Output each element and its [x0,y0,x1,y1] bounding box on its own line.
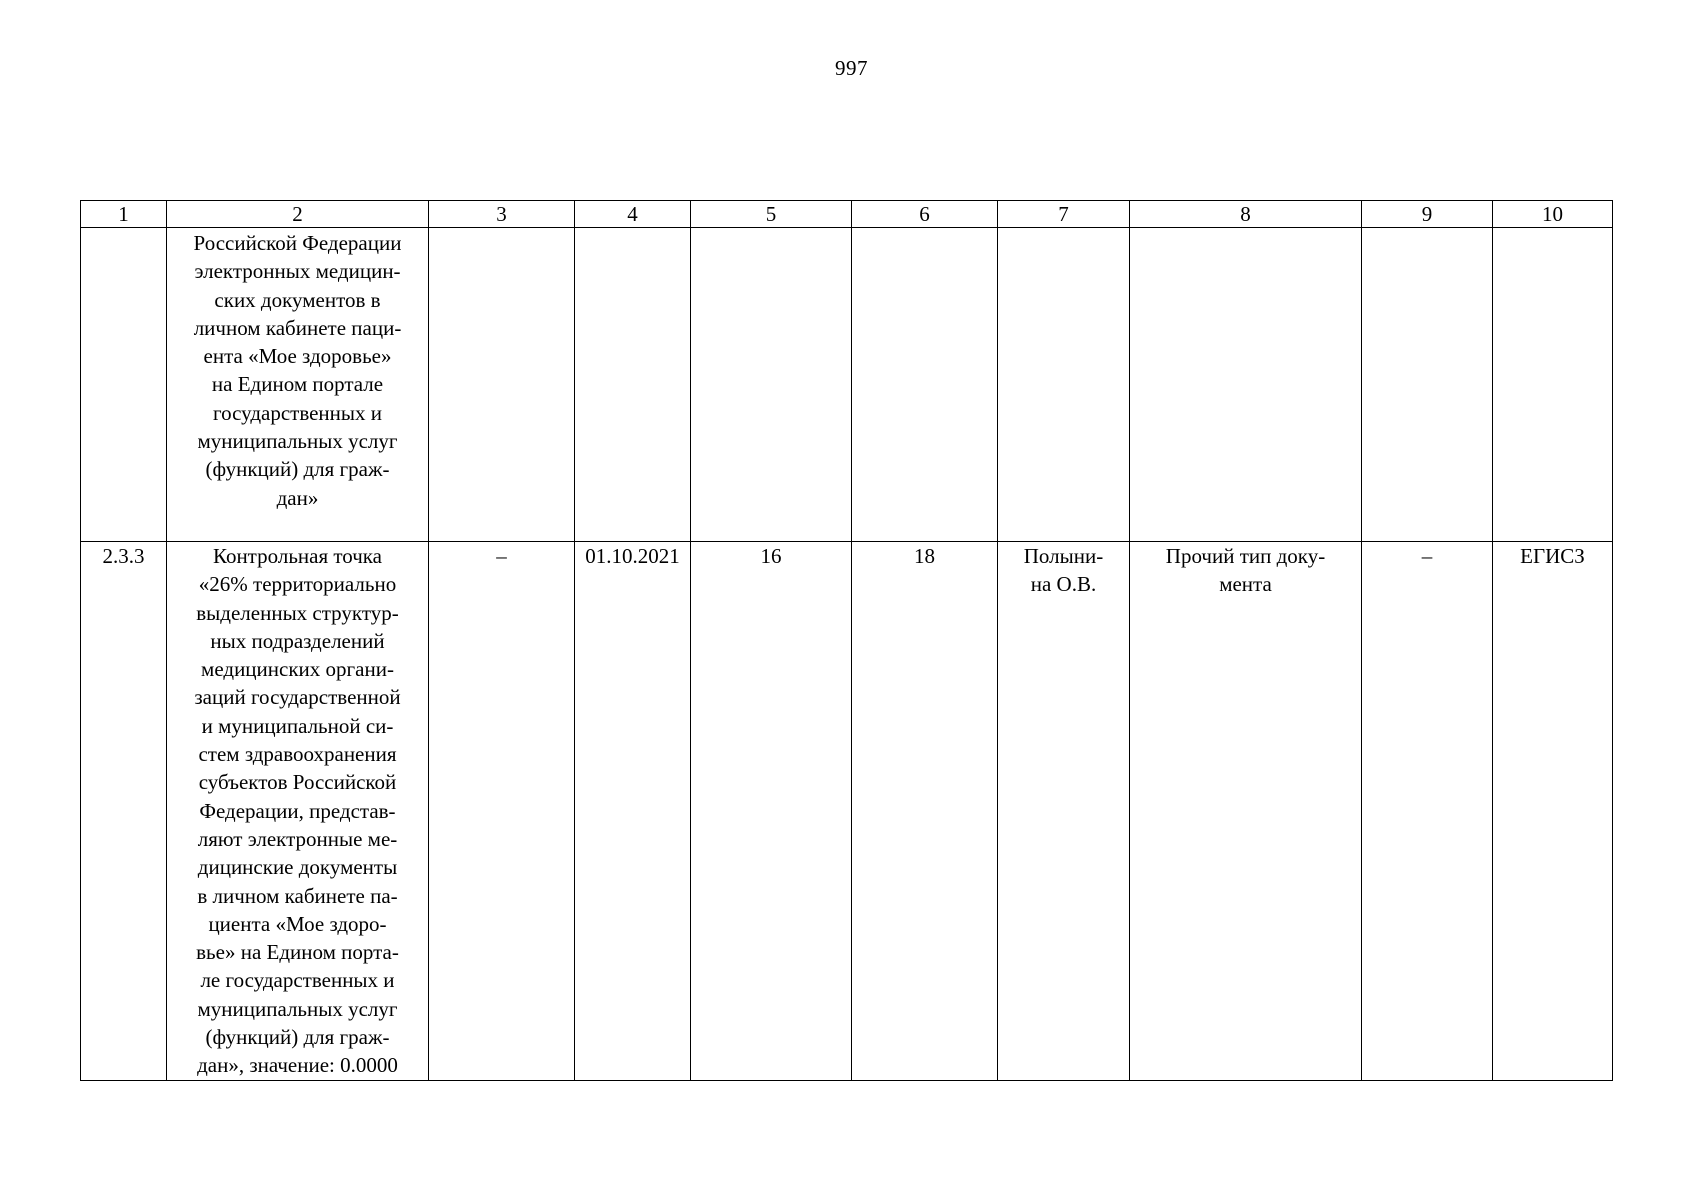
cell-col10 [1493,228,1613,542]
column-header-4: 4 [575,201,691,228]
column-header-8: 8 [1130,201,1362,228]
text-line: в личном кабинете па- [197,883,398,908]
text-line: заций государственной [194,685,401,710]
cell-system: ЕГИСЗ [1493,542,1613,1081]
column-header-3: 3 [429,201,575,228]
cell-col7 [998,228,1130,542]
text-line: медицинских органи- [201,657,394,682]
text-line: стем здравоохранения [198,742,397,767]
table-row [81,542,1613,1081]
text-line: государственных и [212,400,383,425]
text-line: выделенных структур- [196,600,399,625]
document-table [80,200,1613,1081]
text-line: Российской Федерации [193,231,402,255]
text-line: вье» на Едином порта- [196,940,399,965]
text-line: Контрольная точка [212,544,382,568]
text-line: Полыни- [1023,544,1104,568]
page-number: 997 [835,56,868,80]
text-line: муниципальных услуг [197,429,398,454]
column-header-9: 9 [1362,201,1493,228]
text-line: муниципальных услуг [197,996,398,1021]
text-line: дан» [276,485,319,510]
text-line: субъектов Российской [198,770,397,795]
text-line: Федерации, представ- [199,798,396,823]
text-line: циента «Мое здоро- [208,911,387,936]
column-header-6: 6 [852,201,998,228]
cell-col9: – [1362,542,1493,1081]
cell-col5 [691,228,852,542]
text-line: дан», значение: 0.0000 [197,1053,398,1078]
table-row [81,228,1613,542]
text-line: на Едином портале [211,372,384,397]
cell-col3: – [429,542,575,1081]
text-line: на О.В. [1030,572,1097,597]
column-header-7: 7 [998,201,1130,228]
cell-date: 01.10.2021 [575,542,691,1081]
cell-col9 [1362,228,1493,542]
text-line: дицинские документы [197,855,398,880]
text-line: ских документов в [214,287,381,312]
column-header-5: 5 [691,201,852,228]
text-line: «26% территориально [198,572,397,597]
text-line: и муниципальной си- [201,713,394,738]
text-line: (функций) для граж- [205,1025,390,1050]
text-line: Прочий тип доку- [1165,544,1326,568]
column-header-1: 1 [81,201,167,228]
text-line: электронных медицин- [194,259,401,284]
cell-col6 [852,228,998,542]
cell-col6: 18 [852,542,998,1081]
text-line: (функций) для граж- [205,457,390,482]
cell-col4 [575,228,691,542]
cell-document-type [1130,542,1362,1081]
header-row [81,201,1613,228]
cell-number: 2.3.3 [81,542,167,1081]
column-header-10: 10 [1493,201,1613,228]
text-line: мента [1219,572,1272,597]
text-line: ных подразделений [210,628,385,653]
cell-col3 [429,228,575,542]
column-header-2: 2 [167,201,429,228]
cell-description [167,228,429,542]
text-line: ента «Мое здоровье» [203,344,392,369]
text-line: ляют электронные ме- [197,826,398,851]
cell-responsible [998,542,1130,1081]
text-line: ле государственных и [200,968,395,993]
text-line: личном кабинете паци- [193,315,402,340]
cell-col5: 16 [691,542,852,1081]
cell-description [167,542,429,1081]
cell-number [81,228,167,542]
cell-col8 [1130,228,1362,542]
